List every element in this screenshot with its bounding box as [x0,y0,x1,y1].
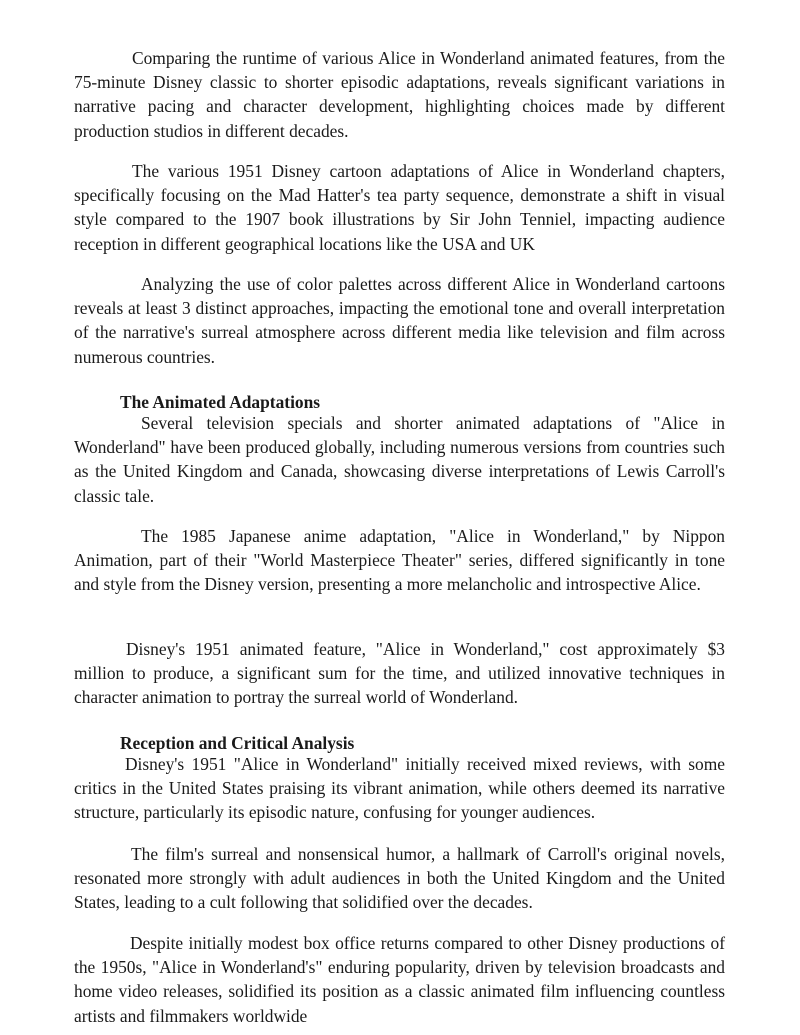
paragraph: Comparing the runtime of various Alice in Wonderland animated features, from the 75-minute Disney classic to shorter episodic adaptations, reveals significant variations in narrative pacing and character development, highlighting choices made by different production studios in different decades. [74,48,725,141]
paragraph: Disney's 1951 "Alice in Wonderland" initially received mixed reviews, with some critics in the United States praising its vibrant animation, while others deemed its narrative structure, particularly its episodic nature, confusing for younger audiences. [74,754,725,823]
paragraph: The 1985 Japanese anime adaptation, "Alice in Wonderland," by Nippon Animation, part of their "World Masterpiece Theater" series, differed significantly in tone and style from the Disney version, presenting a more melancholic and introspective Alice. [74,526,725,595]
paragraph: Analyzing the use of color palettes across different Alice in Wonderland cartoons reveals at least 3 distinct approaches, impacting the emotional tone and overall interpretation of the narrative's surreal atmosphere across different media like television and film across numerous countries. [74,274,725,367]
section-heading: Reception and Critical Analysis [120,733,355,753]
paragraph: Despite initially modest box office returns compared to other Disney productions of the 1950s, "Alice in Wonderland's" enduring popularity, driven by television broadcasts and home video releases, solidified its position as a classic animated film influencing countless artists and filmmakers worldwide [74,933,725,1026]
paragraph: The various 1951 Disney cartoon adaptations of Alice in Wonderland chapters, specifically focusing on the Mad Hatter's tea party sequence, demonstrate a shift in visual style compared to the 1907 book illustrations by Sir John Tenniel, impacting audience reception in different geographical locations like the USA and UK [74,161,725,254]
section-heading: The Animated Adaptations [120,392,321,412]
paragraph: Several television specials and shorter animated adaptations of "Alice in Wonderland" have been produced globally, including numerous versions from countries such as the United Kingdom and Canada, showcasing diverse interpretations of Lewis Carroll's classic tale. [74,413,725,506]
paragraph: The film's surreal and nonsensical humor, a hallmark of Carroll's original novels, resonated more strongly with adult audiences in both the United Kingdom and the United States, leading to a cult following that solidified over the decades. [74,844,725,913]
paragraph: Disney's 1951 animated feature, "Alice in Wonderland," cost approximately $3 million to produce, a significant sum for the time, and utilized innovative techniques in character animation to portray the surreal world of Wonderland. [74,639,725,708]
